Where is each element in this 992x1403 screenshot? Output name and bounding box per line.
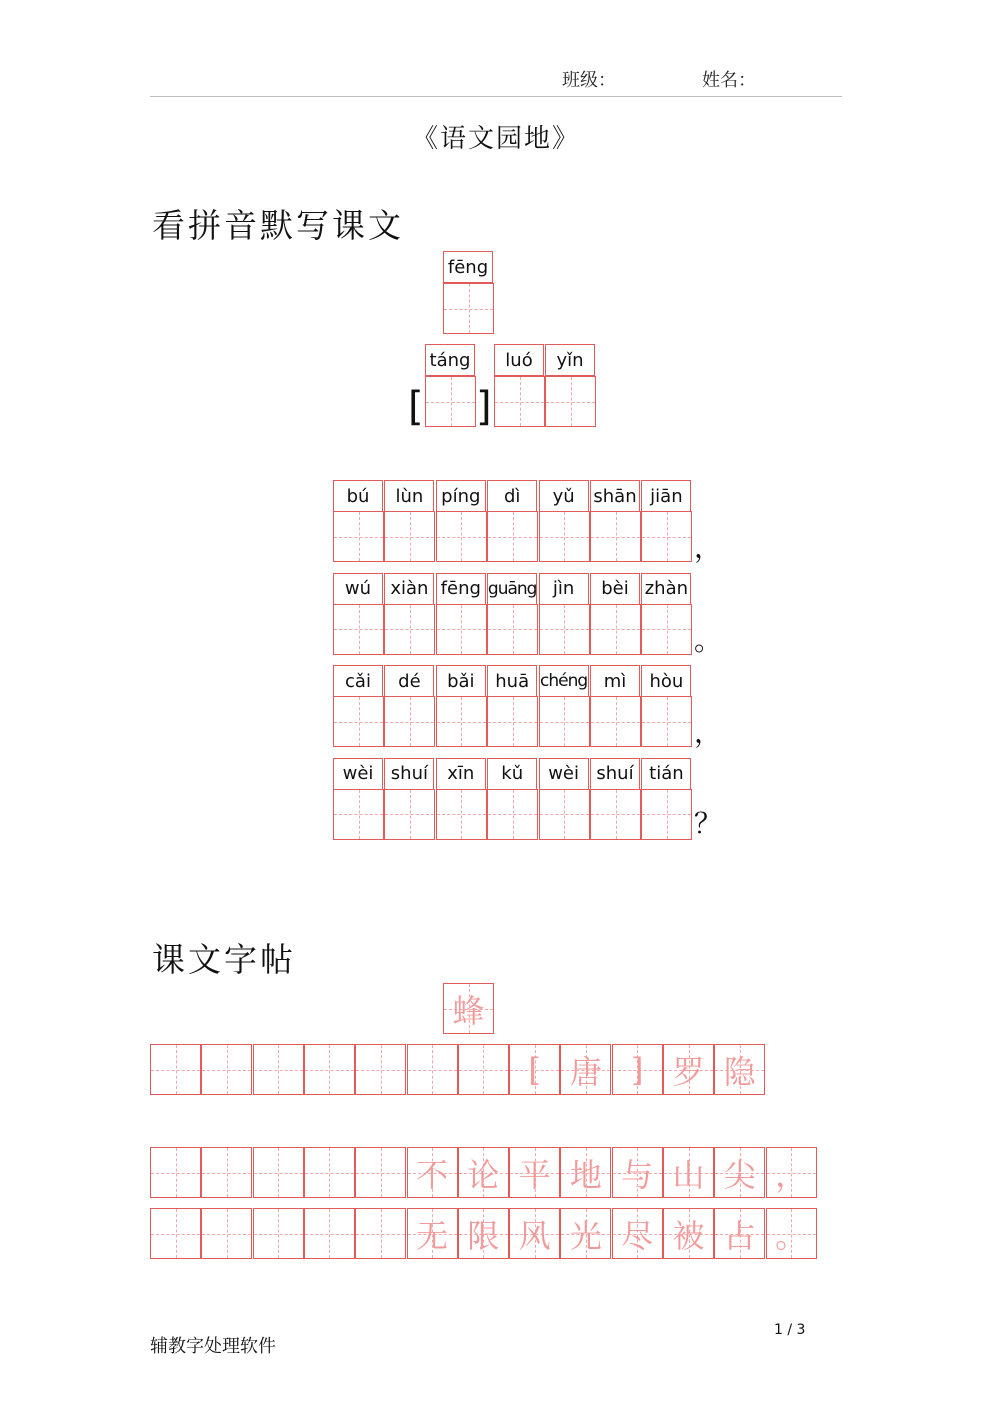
writing-cell — [333, 696, 384, 747]
writing-cell — [641, 696, 692, 747]
writing-cell — [539, 789, 590, 840]
copy-cell — [253, 1147, 304, 1198]
copy-cell — [509, 1044, 560, 1095]
pinyin-box: shuí — [384, 758, 434, 790]
pinyin-box: zhàn — [641, 573, 691, 605]
pinyin-box: fēng — [443, 251, 493, 283]
copy-cell — [201, 1044, 252, 1095]
copy-cell — [663, 1208, 714, 1259]
writing-cell — [436, 604, 487, 655]
copy-cell — [663, 1044, 714, 1095]
pinyin-box: wú — [333, 573, 383, 605]
pinyin-box: wèi — [333, 758, 383, 790]
writing-cell — [487, 696, 538, 747]
pinyin-box: kǔ — [487, 758, 537, 790]
copy-cell — [253, 1208, 304, 1259]
pinyin-box: fēng — [436, 573, 486, 605]
copy-char: 不 — [415, 1155, 448, 1194]
writing-cell — [590, 511, 641, 562]
writing-cell — [436, 789, 487, 840]
line-punctuation: ？ — [694, 806, 723, 840]
writing-cell — [590, 789, 641, 840]
writing-cell — [641, 604, 692, 655]
pinyin-box: huā — [487, 665, 537, 697]
pinyin-box: guāng — [487, 573, 537, 605]
page-number: 1 / 3 — [774, 1322, 806, 1338]
copy-char: ] — [630, 1050, 644, 1089]
copy-cell — [304, 1208, 355, 1259]
copy-char: 山 — [672, 1155, 705, 1194]
copy-cell — [560, 1147, 611, 1198]
writing-cell — [333, 511, 384, 562]
copy-cell — [714, 1208, 765, 1259]
copy-char: 无 — [415, 1216, 448, 1255]
writing-cell — [590, 696, 641, 747]
copy-cell — [766, 1208, 817, 1259]
copy-cell — [355, 1044, 406, 1095]
pinyin-box: luó — [494, 344, 544, 376]
writing-cell — [641, 789, 692, 840]
copy-char: 罗 — [672, 1052, 705, 1091]
copy-cell — [407, 1208, 458, 1259]
copy-char: 尖 — [723, 1155, 756, 1194]
copy-cell — [201, 1147, 252, 1198]
copy-char: ， — [775, 1155, 808, 1194]
pinyin-box: lùn — [384, 480, 434, 512]
class-label: 班级： — [562, 70, 616, 91]
copy-char: 平 — [518, 1155, 551, 1194]
writing-cell — [590, 604, 641, 655]
copy-char: 地 — [569, 1155, 602, 1194]
pinyin-box: tián — [641, 758, 691, 790]
writing-cell — [384, 789, 435, 840]
pinyin-box: yǐn — [545, 344, 595, 376]
copy-cell — [612, 1208, 663, 1259]
pinyin-box: táng — [425, 344, 475, 376]
writing-cell — [487, 604, 538, 655]
pinyin-box: bǎi — [436, 665, 486, 697]
writing-cell — [494, 376, 545, 427]
pinyin-box: shuí — [590, 758, 640, 790]
writing-cell — [539, 696, 590, 747]
copy-char: 论 — [467, 1155, 500, 1194]
section-dictation-title: 看拼音默写课文 — [152, 206, 404, 245]
copy-cell — [509, 1208, 560, 1259]
copy-cell — [407, 1044, 458, 1095]
pinyin-box: hòu — [641, 665, 691, 697]
copy-cell — [407, 1147, 458, 1198]
copy-cell — [253, 1044, 304, 1095]
pinyin-box: yǔ — [539, 480, 589, 512]
writing-cell — [443, 283, 494, 334]
copy-cell — [304, 1044, 355, 1095]
bracket-open: [ — [408, 384, 424, 430]
bracket-close: ] — [476, 384, 492, 430]
copy-cell — [355, 1147, 406, 1198]
page-title: 《语文园地》 — [411, 124, 580, 154]
pinyin-box: bú — [333, 480, 383, 512]
copy-char: [ — [528, 1050, 541, 1089]
pinyin-box: bèi — [590, 573, 640, 605]
copy-cell — [201, 1208, 252, 1259]
copy-cell — [560, 1208, 611, 1259]
pinyin-box: shān — [590, 480, 640, 512]
line-punctuation: ， — [694, 531, 723, 564]
pinyin-box: jiān — [641, 480, 691, 512]
copy-cell — [458, 1044, 509, 1095]
pinyin-box: chéng — [539, 665, 589, 697]
header-divider — [150, 96, 842, 97]
copy-cell — [560, 1044, 611, 1095]
writing-cell — [425, 376, 476, 427]
copy-char: 唐 — [569, 1052, 602, 1091]
pinyin-box: xiàn — [384, 573, 434, 605]
pinyin-box: wèi — [539, 758, 589, 790]
copy-title-cell — [443, 983, 494, 1034]
line-punctuation: 。 — [694, 623, 723, 657]
name-label: 姓名： — [702, 70, 756, 91]
copy-char: 风 — [518, 1216, 551, 1255]
copy-cell — [714, 1044, 765, 1095]
copy-char: 与 — [621, 1155, 654, 1194]
pinyin-box: xīn — [436, 758, 486, 790]
writing-cell — [384, 696, 435, 747]
copy-cell — [355, 1208, 406, 1259]
copy-cell — [766, 1147, 817, 1198]
writing-cell — [436, 696, 487, 747]
writing-cell — [539, 604, 590, 655]
pinyin-box: jìn — [539, 573, 589, 605]
line-punctuation: ， — [694, 716, 723, 750]
copy-cell — [458, 1208, 509, 1259]
writing-cell — [539, 511, 590, 562]
copy-cell — [458, 1147, 509, 1198]
writing-cell — [333, 604, 384, 655]
copy-char: 。 — [775, 1216, 808, 1255]
copy-cell — [612, 1044, 663, 1095]
pinyin-box: mì — [590, 665, 640, 697]
writing-cell — [545, 376, 596, 427]
copy-cell — [150, 1208, 201, 1259]
writing-cell — [384, 604, 435, 655]
writing-cell — [384, 511, 435, 562]
copy-cell — [150, 1147, 201, 1198]
writing-cell — [333, 789, 384, 840]
copy-char: 占 — [723, 1216, 756, 1255]
pinyin-box: dì — [487, 480, 537, 512]
copy-char: 光 — [569, 1216, 602, 1255]
copy-cell — [304, 1147, 355, 1198]
copy-cell — [509, 1147, 560, 1198]
copy-char: 尽 — [621, 1216, 654, 1255]
footer-software-name: 辅教字处理软件 — [150, 1336, 276, 1357]
writing-cell — [487, 789, 538, 840]
copy-cell — [663, 1147, 714, 1198]
pinyin-box: píng — [436, 480, 486, 512]
copy-char: 隐 — [723, 1052, 756, 1091]
copy-cell — [150, 1044, 201, 1095]
copy-char: 蜂 — [452, 991, 485, 1030]
writing-cell — [436, 511, 487, 562]
pinyin-box: dé — [384, 665, 434, 697]
writing-cell — [641, 511, 692, 562]
pinyin-box: cǎi — [333, 665, 383, 697]
copy-char: 被 — [672, 1216, 705, 1255]
writing-cell — [487, 511, 538, 562]
copy-cell — [612, 1147, 663, 1198]
copy-cell — [714, 1147, 765, 1198]
copy-char: 限 — [467, 1216, 500, 1255]
section-copybook-title: 课文字帖 — [152, 940, 296, 979]
